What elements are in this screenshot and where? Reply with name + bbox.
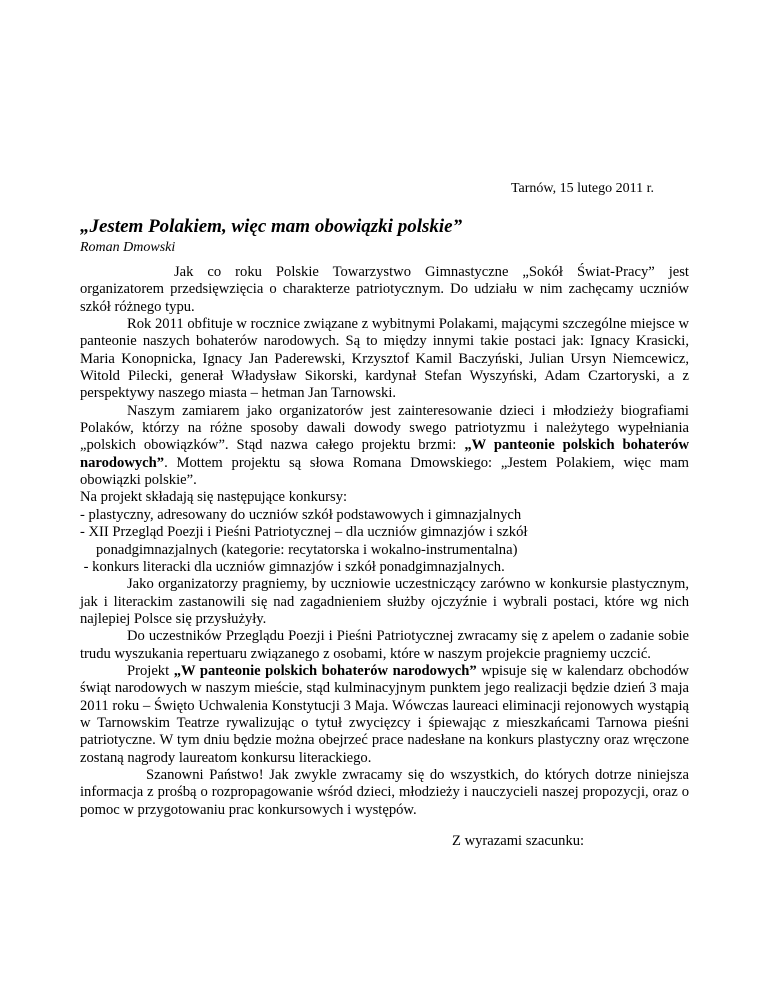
- paragraph-anniversaries: Rok 2011 obfituje w rocznice związane z wybitnymi Polakami, mającymi szczególne miejsce w panteonie naszych bohaterów narodowych. Są to między innymi takie postaci jak: Ignacy Krasicki, Maria Konopnicka, Ignacy Jan Paderewski, Krzysztof Kamil Baczyński, Julian Ursyn Niemcewicz, Witold Pilecki, generał Władysław Sikorski, kardynał Stefan Wyszyński, Adam Czartoryski, a z perspektywy naszego miasta – hetman Jan Tarnowski.: [80, 316, 689, 402]
- paragraph-organizers: Jako organizatorzy pragniemy, by uczniowie uczestniczący zarówno w konkursie plastycznym, jak i literackim zastanowili się nad zagadnieniem służby ojczyźnie i wybrali postaci, które wg nich najlepiej Polsce się przysłużyły.: [80, 576, 689, 627]
- letter-body: [80, 264, 689, 819]
- motto-quote: „Jestem Polakiem, więc mam obowiązki polskie”: [80, 216, 463, 237]
- paragraph-participants: Do uczestników Przeglądu Poezji i Pieśni Patriotycznej zwracamy się z apelem o zadanie sobie trudu wyszukania repertuaru związanego z osobami, które w naszym projekcie pragniemy uczcić.: [80, 628, 689, 662]
- project-title-repeat: „W panteonie polskich bohaterów narodowych”: [173, 662, 477, 679]
- contests-intro: Na projekt składają się następujące konkursy:: [80, 489, 348, 506]
- motto-author: Roman Dmowski: [80, 240, 176, 255]
- project-title: „W panteonie polskich bohaterów narodowych”: [80, 437, 689, 471]
- paragraph-calendar-lead: Projekt: [127, 662, 174, 679]
- contest-item-poetry: - XII Przegląd Poezji i Pieśni Patriotycznej – dla uczniów gimnazjów i szkół: [80, 524, 528, 541]
- contest-item-literary: - konkurs literacki dla uczniów gimnazjów i szkół ponadgimnazjalnych.: [80, 558, 505, 575]
- paragraph-project-aim: [80, 403, 689, 490]
- paragraph-appeal: Szanowni Państwo! Jak zwykle zwracamy się do wszystkich, do których dotrze niniejsza informacja z prośbą o rozpropagowanie wśród dzieci, młodzieży i nauczycieli naszej propozycji, oraz o pomoc w przygotowaniu prac konkursowych i występów.: [80, 766, 689, 818]
- contest-item-art: - plastyczny, adresowany do uczniów szkół podstawowych i gimnazjalnych: [80, 506, 522, 523]
- contest-item-poetry-continued: ponadgimnazjalnych (kategorie: recytatorska i wokalno-instrumentalna): [96, 541, 518, 558]
- paragraph-project-aim-text: Naszym zamiarem jako organizatorów jest zainteresowanie dzieci i młodzieży biografiami Polaków, którzy na różne sposoby dawali dowody swego patriotyzmu i należytego wypełniania „polskich obowiązków”. Stąd nazwa całego projektu brzmi:: [80, 402, 689, 454]
- closing-salutation: Z wyrazami szacunku:: [452, 833, 585, 849]
- paragraph-project-motto: . Mottem projektu są słowa Romana Dmowskiego: „Jestem Polakiem, więc mam obowiązki polskie”.: [80, 454, 689, 489]
- paragraph-calendar-text: wpisuje się w kalendarz obchodów świąt narodowych w naszym mieście, stąd kulminacyjnym punktem jego realizacji będzie dzień 3 maja 2011 roku – Święto Uchwalenia Konstytucji 3 Maja. Wówczas laureaci eliminacji rejonowych wystąpią w Tarnowskim Teatrze rywalizując o tytuł zwycięzcy i śpiewając z mieszkańcami Tarnowa pieśni patriotyczne. W tym dniu będzie można obejrzeć prace nadesłane na konkurs plastyczny oraz wręczone zostaną nagrody laureatom konkursu literackiego.: [80, 662, 689, 766]
- paragraph-intro: Jak co roku Polskie Towarzystwo Gimnastyczne „Sokół Świat-Pracy” jest organizatorem przedsięwzięcia o charakterze patriotycznym. Do udziału w nim zachęcamy uczniów szkół różnego typu.: [80, 264, 689, 315]
- letter-date: Tarnów, 15 lutego 2011 r.: [510, 181, 654, 196]
- paragraph-calendar: [80, 663, 689, 767]
